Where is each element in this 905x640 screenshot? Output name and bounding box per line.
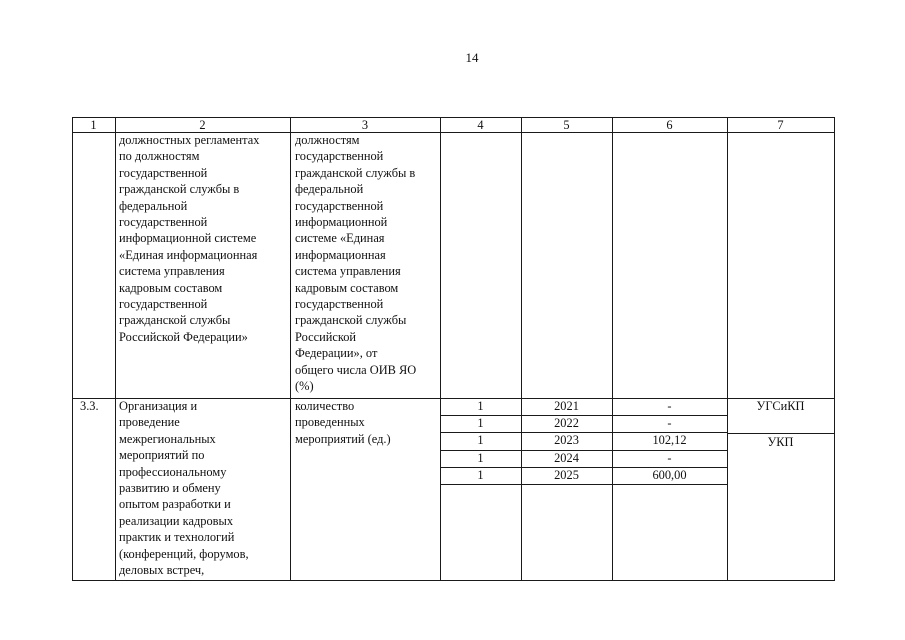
target-value: 1 <box>477 399 484 413</box>
header-col-4: 4 <box>477 118 484 132</box>
executor-secondary: УКП <box>767 435 794 449</box>
table-bottom-border <box>72 580 834 581</box>
target-value: 1 <box>477 416 484 430</box>
funding-amount: - <box>667 451 672 465</box>
funding-amount: 600,00 <box>652 468 687 482</box>
row-number: 3.3. <box>80 399 99 413</box>
column-divider <box>521 117 522 581</box>
executor-primary: УГСиКП <box>756 399 805 413</box>
target-value: 1 <box>477 433 484 447</box>
indicator-name: количество проведенных мероприятий (ед.) <box>295 399 391 446</box>
page-number: 14 <box>465 50 479 65</box>
header-col-5: 5 <box>563 118 570 132</box>
table-right-border <box>834 117 835 581</box>
event-name: Организация и проведение межрегиональных мероприятий по профессиональному развитию и обмену опытом разработки и реализации кадровых практик и технологий (конференций, форумов, деловых встреч, <box>119 399 249 578</box>
funding-amount: - <box>667 399 672 413</box>
continuation-col-3: должностям государственной гражданской службы в федеральной государственной информационной системе «Единая информационная система управления кадровым составом государственной гражданской службы Российской Федерации», от общего числа ОИВ ЯО (%) <box>295 133 417 394</box>
year: 2024 <box>554 451 579 465</box>
year-row-line <box>440 484 727 485</box>
header-col-7: 7 <box>777 118 784 132</box>
continuation-col-2: должностных регламентах по должностям государственной гражданской службы в федеральной государственной информационной системе «Единая информационная система управления кадровым составом государственной гражданской службы Российской Федерации» <box>119 133 260 344</box>
target-value: 1 <box>477 468 484 482</box>
column-divider <box>440 117 441 581</box>
header-col-3: 3 <box>361 118 369 132</box>
column-divider <box>290 117 291 581</box>
column-divider <box>115 117 116 581</box>
column-divider <box>612 117 613 581</box>
header-col-2: 2 <box>199 118 206 132</box>
funding-amount: - <box>667 416 672 430</box>
year: 2023 <box>554 433 579 447</box>
header-col-1: 1 <box>90 118 97 132</box>
year: 2021 <box>554 399 579 413</box>
year: 2022 <box>554 416 579 430</box>
table-left-border <box>72 117 73 581</box>
target-value: 1 <box>477 451 484 465</box>
year: 2025 <box>554 468 579 482</box>
column-divider <box>727 117 728 581</box>
funding-amount: 102,12 <box>652 433 687 447</box>
header-col-6: 6 <box>666 118 673 132</box>
